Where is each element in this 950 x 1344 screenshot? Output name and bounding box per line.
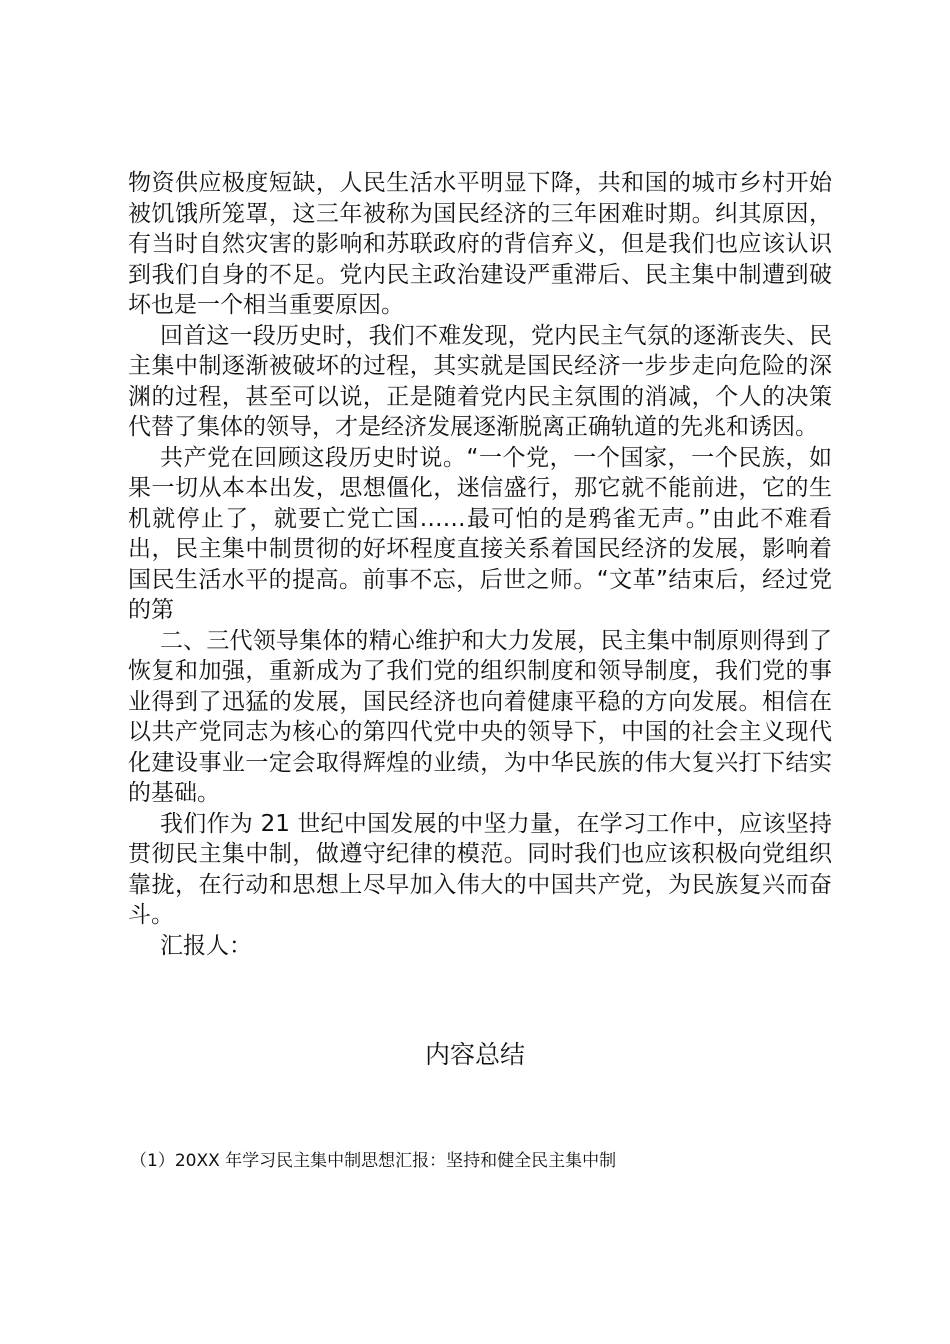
paragraph: 我们作为 21 世纪中国发展的中坚力量，在学习工作中，应该坚持贯彻民主集中制，做遵守纪律的模范。同时我们也应该积极向党组织靠拢，在行动和思想上尽早加入伟大的中国共产党，为民族复兴而奋斗。 xyxy=(128,810,832,928)
document-body xyxy=(128,168,832,961)
reporter-signature-line: 汇报人： xyxy=(160,932,252,959)
paragraph: 回首这一段历史时，我们不难发现，党内民主气氛的逐渐丧失、民主集中制逐渐被破坏的过程，其实就是国民经济一步步走向危险的深渊的过程，甚至可以说，正是随着党内民主氛围的消减，个人的决策代替了集体的领导，才是经济发展逐渐脱离正确轨道的先兆和诱因。 xyxy=(128,322,832,440)
summary-item: （1）20XX 年学习民主集中制思想汇报：坚持和健全民主集中制 xyxy=(130,1151,617,1171)
paragraph: 二、三代领导集体的精心维护和大力发展，民主集中制原则得到了恢复和加强，重新成为了我们党的组织制度和领导制度，我们党的事业得到了迅猛的发展，国民经济也向着健康平稳的方向发展。相信在以共产党同志为核心的第四代党中央的领导下，中国的社会主义现代化建设事业一定会取得辉煌的业绩，为中华民族的伟大复兴打下结实的基础。 xyxy=(128,627,832,806)
summary-heading: 内容总结 xyxy=(424,1040,525,1069)
paragraph: 共产党在回顾这段历史时说。“一个党，一个国家，一个民族，如果一切从本本出发，思想僵化，迷信盛行，那它就不能前进，它的生机就停止了，就要亡党亡国……最可怕的是鸦雀无声。”由此不难看出，民主集中制贯彻的好坏程度直接关系着国民经济的发展，影响着国民生活水平的提高。前事不忘，后世之师。“文革”结束后，经过党的第 xyxy=(128,444,832,623)
paragraph-continued: 物资供应极度短缺，人民生活水平明显下降，共和国的城市乡村开始被饥饿所笼罩，这三年被称为国民经济的三年困难时期。纠其原因，有当时自然灾害的影响和苏联政府的背信弃义，但是我们也应该认识到我们自身的不足。党内民主政治建设严重滞后、民主集中制遭到破坏也是一个相当重要原因。 xyxy=(128,170,832,318)
